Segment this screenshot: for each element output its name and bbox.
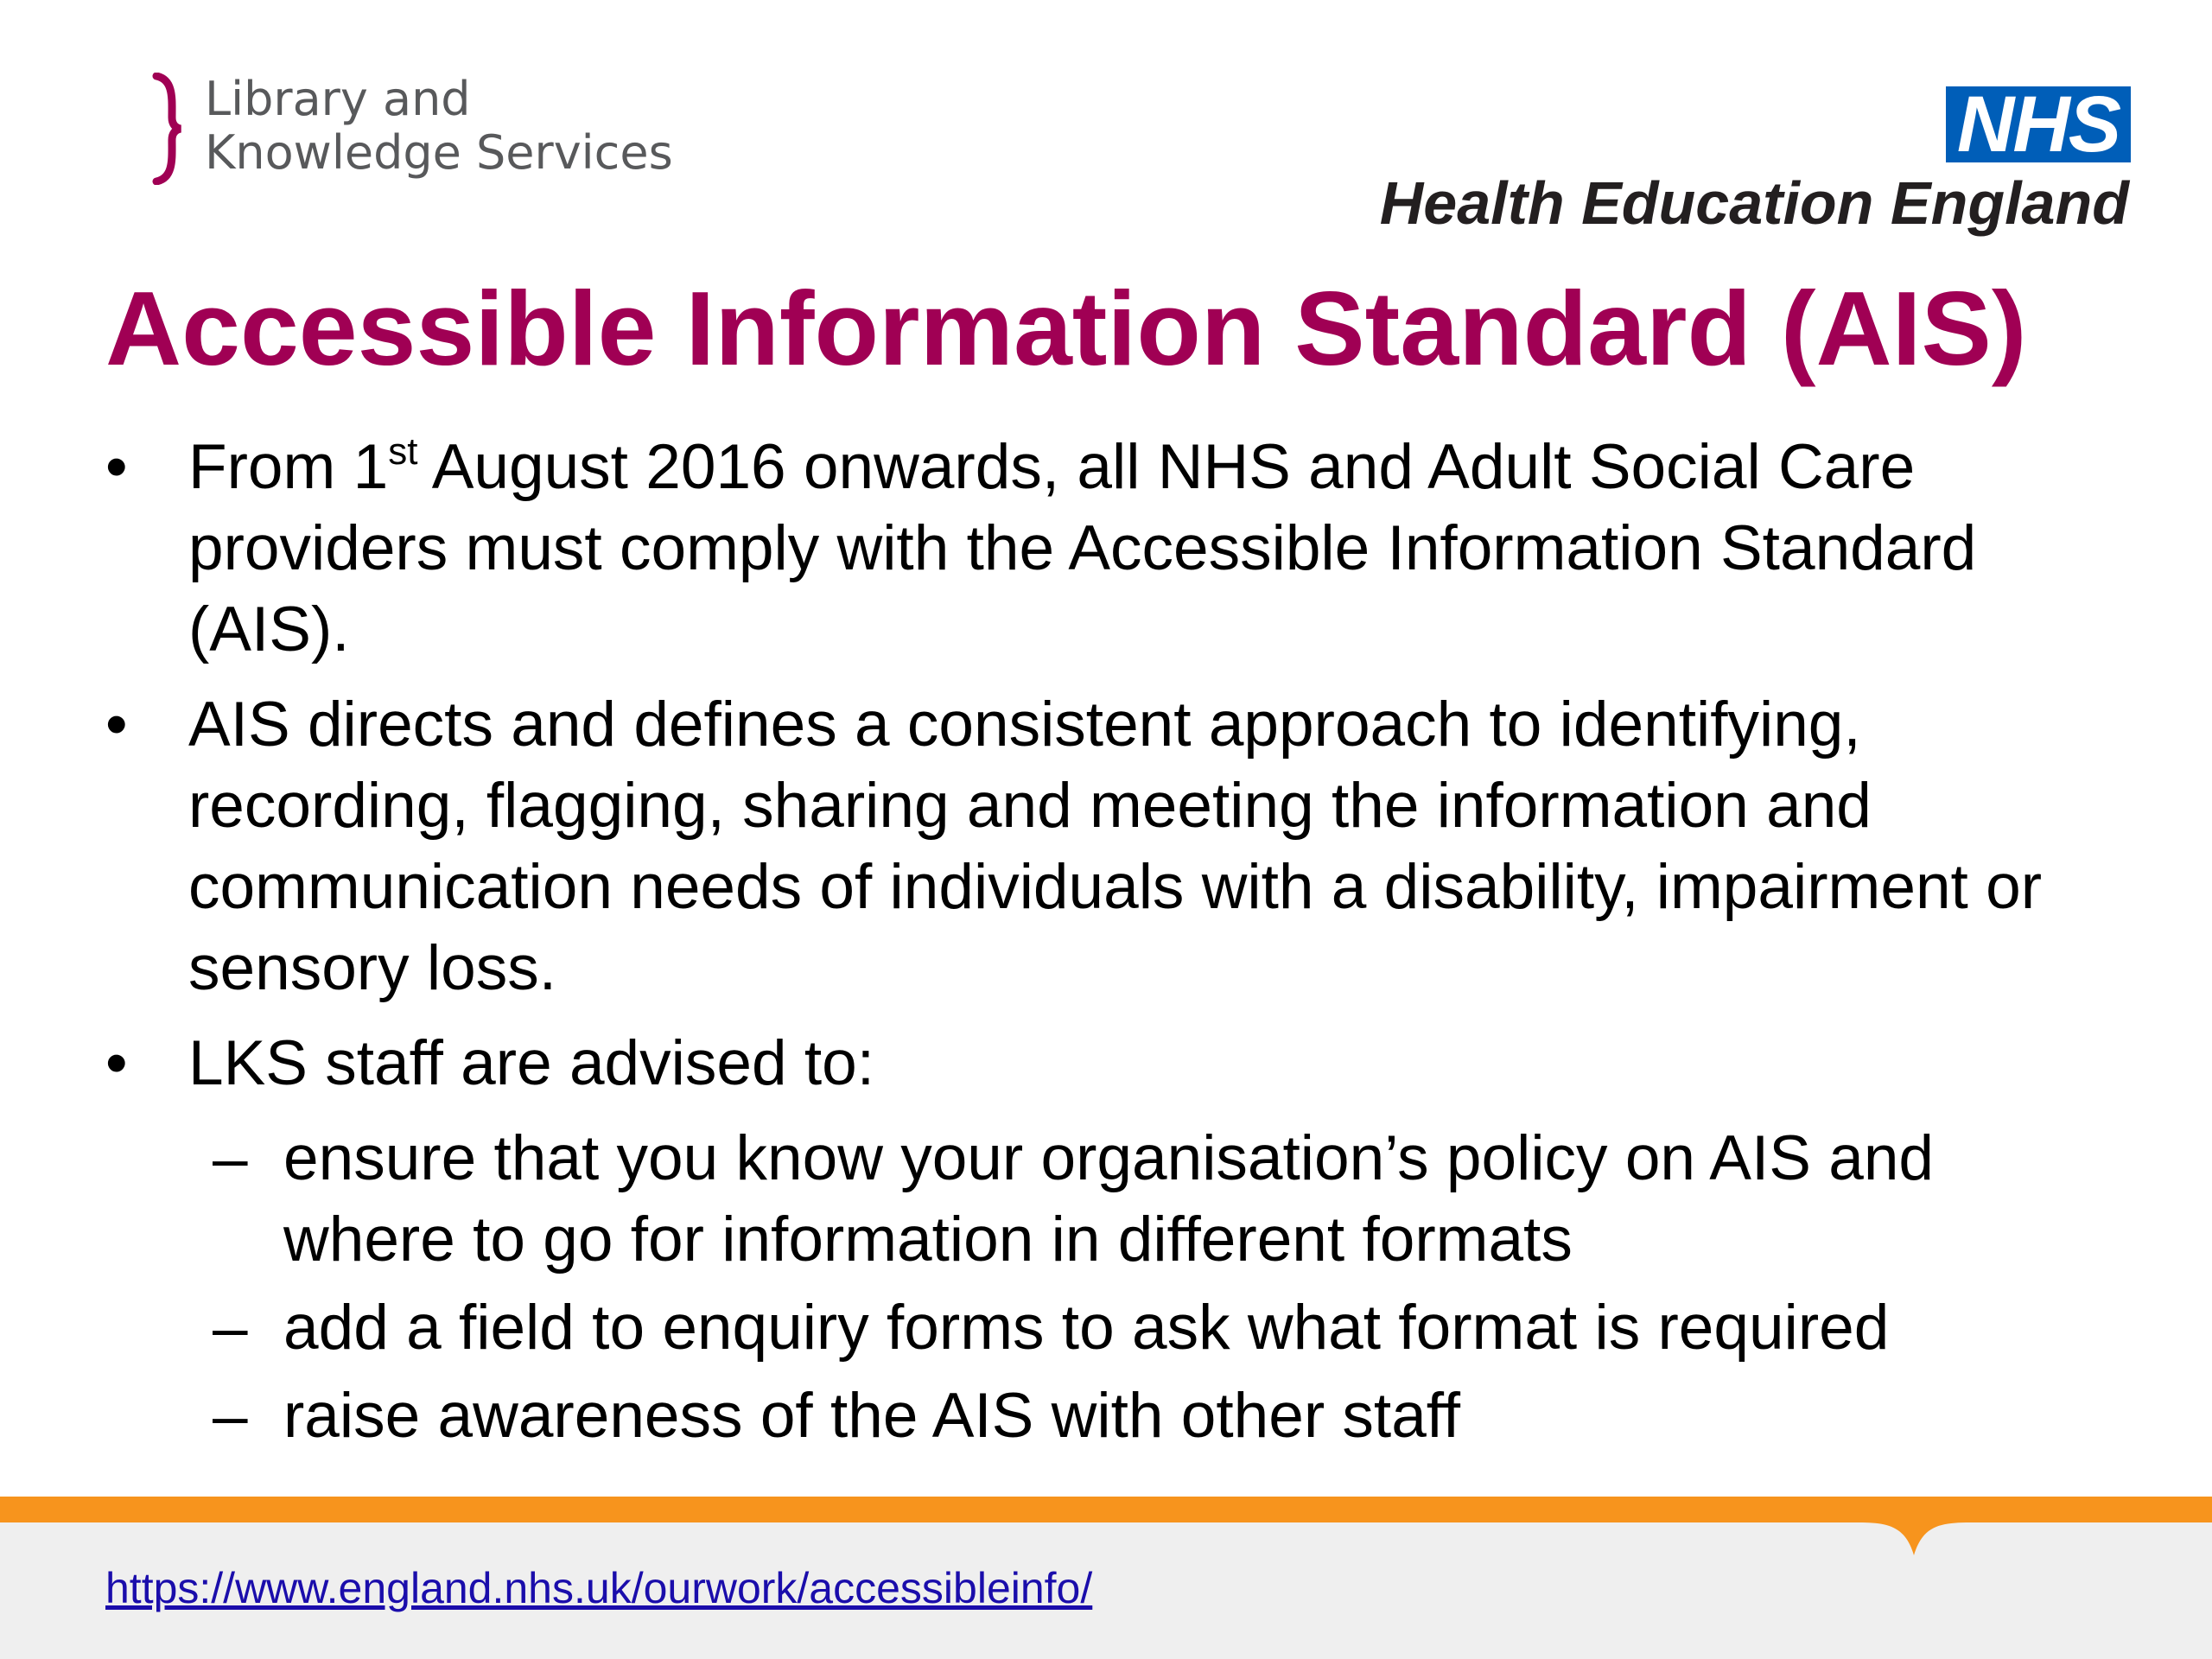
bullet-text-pre: From 1 bbox=[188, 432, 389, 502]
sub-item-2 bbox=[105, 1287, 2093, 1369]
dash-marker: – bbox=[213, 1293, 248, 1363]
sub-item-3 bbox=[105, 1376, 2093, 1457]
sub-item-text: raise awareness of the AIS with other staff bbox=[283, 1381, 1461, 1451]
bullet-text: AIS directs and defines a consistent approach to identifying, recording, flagging, sharing and meeting the information and communication needs of individuals with a disability, impairment or sensory loss. bbox=[188, 690, 2043, 1003]
bullet-item-2 bbox=[105, 684, 2093, 1009]
source-link[interactable]: https://www.england.nhs.uk/ourwork/accessibleinfo/ bbox=[105, 1564, 1093, 1612]
lks-logo bbox=[151, 69, 673, 199]
footer-notch-icon bbox=[1858, 1517, 1970, 1560]
lks-logo-line2: Knowledge Services bbox=[205, 125, 673, 180]
bullet-text-sup: st bbox=[388, 430, 418, 473]
bullet-item-3 bbox=[105, 1023, 2093, 1104]
nhs-badge: NHS bbox=[1946, 86, 2131, 162]
sub-item-text: add a field to enquiry forms to ask what format is required bbox=[283, 1293, 1890, 1363]
sub-item-1 bbox=[105, 1118, 2093, 1281]
hee-wordmark: Health Education England bbox=[1379, 169, 2129, 237]
lks-logo-text bbox=[205, 73, 673, 180]
bracket-icon bbox=[151, 73, 186, 185]
bullet-item-1 bbox=[105, 427, 2093, 671]
bullet-marker: • bbox=[105, 1028, 128, 1098]
bullet-text-post: August 2016 onwards, all NHS and Adult Social Care providers must comply with the Accessible Information Standard (AIS). bbox=[188, 432, 1977, 664]
sub-item-text: ensure that you know your organisation’s policy on AIS and where to go for information in different formats bbox=[283, 1123, 1935, 1274]
bullet-marker: • bbox=[105, 690, 128, 760]
bullet-marker: • bbox=[105, 432, 128, 502]
bullet-list bbox=[105, 427, 2093, 1464]
dash-marker: – bbox=[213, 1381, 248, 1451]
slide-title: Accessible Information Standard (AIS) bbox=[105, 270, 2027, 387]
dash-marker: – bbox=[213, 1123, 248, 1193]
bullet-text: LKS staff are advised to: bbox=[188, 1028, 875, 1098]
lks-logo-line1: Library and bbox=[205, 72, 471, 126]
